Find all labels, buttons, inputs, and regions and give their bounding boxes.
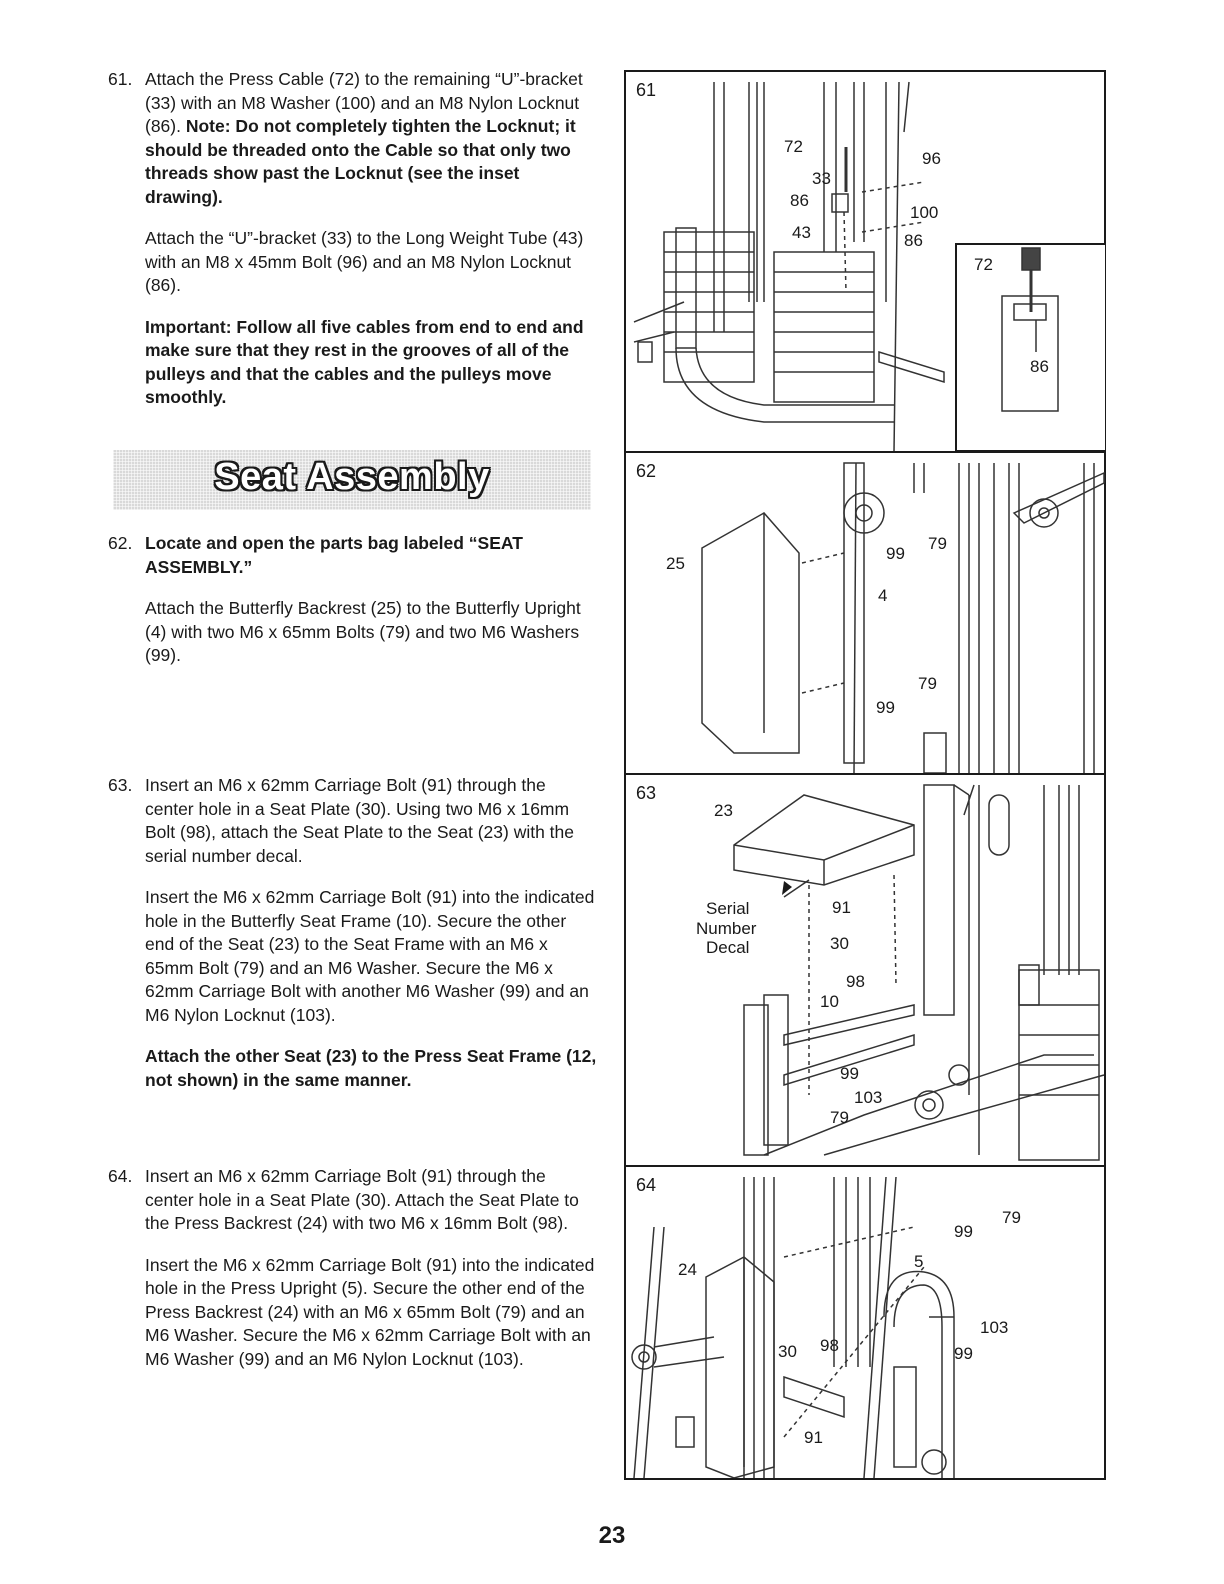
callout-label: 25 bbox=[666, 554, 685, 573]
inset-callout-label: 72 bbox=[974, 255, 993, 274]
step-63 bbox=[108, 774, 598, 1110]
callout-label: 103 bbox=[854, 1088, 883, 1107]
callout-label: 86 bbox=[904, 231, 923, 250]
callout-label: Number bbox=[696, 919, 757, 938]
figure-number: 64 bbox=[636, 1175, 657, 1195]
page-number: 23 bbox=[598, 1522, 626, 1549]
callout-label: 79 bbox=[830, 1108, 849, 1127]
step-paragraph: Locate and open the parts bag labeled “SEAT ASSEMBLY.” bbox=[145, 533, 523, 577]
callout-label: 96 bbox=[922, 149, 941, 168]
callout-label: Decal bbox=[706, 938, 750, 957]
callout-label: 10 bbox=[820, 992, 839, 1011]
step-61 bbox=[108, 68, 598, 428]
callout-label: 72 bbox=[784, 137, 803, 156]
figure-64 bbox=[624, 1167, 1106, 1478]
step-paragraph: Attach the “U”-bracket (33) to the Long Weight Tube (43) with an M8 x 45mm Bolt (96) and an M8 Nylon Locknut (86). bbox=[145, 228, 584, 295]
section-banner bbox=[113, 450, 591, 510]
callout-label: 91 bbox=[832, 898, 851, 917]
figure-number: 61 bbox=[636, 80, 657, 100]
callout-label: Serial bbox=[706, 899, 750, 918]
callout-label: 79 bbox=[1002, 1208, 1021, 1227]
callout-label: 100 bbox=[910, 203, 939, 222]
section-title: Seat Assembly bbox=[214, 456, 490, 498]
step-paragraph: Insert an M6 x 62mm Carriage Bolt (91) through the center hole in a Seat Plate (30). Attach the Seat Plate to the Press Backrest (24) with two M6 x 16mm Bolt (98). bbox=[145, 1166, 579, 1233]
step-number: 63. bbox=[108, 775, 133, 795]
step-number: 62. bbox=[108, 533, 133, 553]
callout-label: 33 bbox=[812, 169, 831, 188]
step-paragraph: Insert an M6 x 62mm Carriage Bolt (91) through the center hole in a Seat Plate (30). Using two M6 x 16mm Bolt (98), attach the Seat Plate to the Seat (23) with the serial number decal. bbox=[145, 775, 574, 866]
figure-62 bbox=[624, 453, 1106, 773]
figure-number: 62 bbox=[636, 461, 657, 481]
callout-label: 30 bbox=[778, 1342, 797, 1361]
callout-label: 99 bbox=[886, 544, 905, 563]
callout-label: 91 bbox=[804, 1428, 823, 1447]
callout-label: 79 bbox=[928, 534, 947, 553]
step-paragraph: Insert the M6 x 62mm Carriage Bolt (91) into the indicated hole in the Butterfly Seat Frame (10). Secure the other end of the Seat (23) to the Seat Frame with an M6 x 65mm Bolt (79) and an M6 Washer. Secure the M6 x 62mm Carriage Bolt with another M6 Washer (99) and an M6 Nylon Locknut (103). bbox=[145, 887, 595, 1025]
callout-label: 99 bbox=[954, 1222, 973, 1241]
figure-61 bbox=[624, 72, 1106, 451]
callout-label: 23 bbox=[714, 801, 733, 820]
step-note: Note: Do not completely tighten the Locknut; it should be threaded onto the Cable so that only two threads show past the Locknut (see the inset drawing). bbox=[145, 116, 576, 207]
callout-label: 4 bbox=[878, 586, 888, 605]
figure-61-drawing bbox=[624, 72, 1106, 451]
callout-label: 103 bbox=[980, 1318, 1009, 1337]
inset-callout-label: 86 bbox=[1030, 357, 1049, 376]
callout-label: 98 bbox=[820, 1336, 839, 1355]
step-64 bbox=[108, 1165, 598, 1389]
callout-label: 30 bbox=[830, 934, 849, 953]
step-paragraph: Attach the other Seat (23) to the Press Seat Frame (12, not shown) in the same manner. bbox=[145, 1046, 597, 1090]
callout-label: 43 bbox=[792, 223, 811, 242]
figure-62-drawing bbox=[624, 453, 1106, 773]
callout-label: 5 bbox=[914, 1252, 924, 1271]
step-number: 64. bbox=[108, 1166, 133, 1186]
callout-label: 86 bbox=[790, 191, 809, 210]
step-important-note: Important: Follow all five cables from end to end and make sure that they rest in the grooves of all of the pulleys and that the cables and the pulleys move smoothly. bbox=[145, 316, 584, 407]
callout-label: 99 bbox=[840, 1064, 859, 1083]
callout-label: 99 bbox=[954, 1344, 973, 1363]
callout-label: 99 bbox=[876, 698, 895, 717]
step-paragraph: Attach the Butterfly Backrest (25) to the Butterfly Upright (4) with two M6 x 65mm Bolts (79) and two M6 Washers (99). bbox=[145, 598, 581, 665]
figure-number: 63 bbox=[636, 783, 657, 803]
figure-64-drawing bbox=[624, 1167, 1106, 1478]
step-number: 61. bbox=[108, 69, 133, 89]
step-paragraph: Attach the Press Cable (72) to the remaining “U”-bracket (33) with an M8 Washer (100) and an M8 Nylon Locknut (86). Note: Do not completely tighten the Locknut; it should be threaded onto the Cable so that only two threads show past the Locknut (see the inset drawing). bbox=[145, 69, 583, 207]
callout-label: 98 bbox=[846, 972, 865, 991]
step-paragraph: Insert the M6 x 62mm Carriage Bolt (91) into the indicated hole in the Press Upright (5). Secure the other end of the Press Backrest (24) with an M6 x 65mm Bolt (79) and an M6 Washer. Secure the M6 x 62mm Carriage Bolt with an M6 Washer (99) and an M6 Nylon Locknut (103). bbox=[145, 1254, 595, 1369]
callout-label: 24 bbox=[678, 1260, 697, 1279]
step-62 bbox=[108, 532, 598, 686]
callout-label: 79 bbox=[918, 674, 937, 693]
figure-63 bbox=[624, 775, 1106, 1165]
